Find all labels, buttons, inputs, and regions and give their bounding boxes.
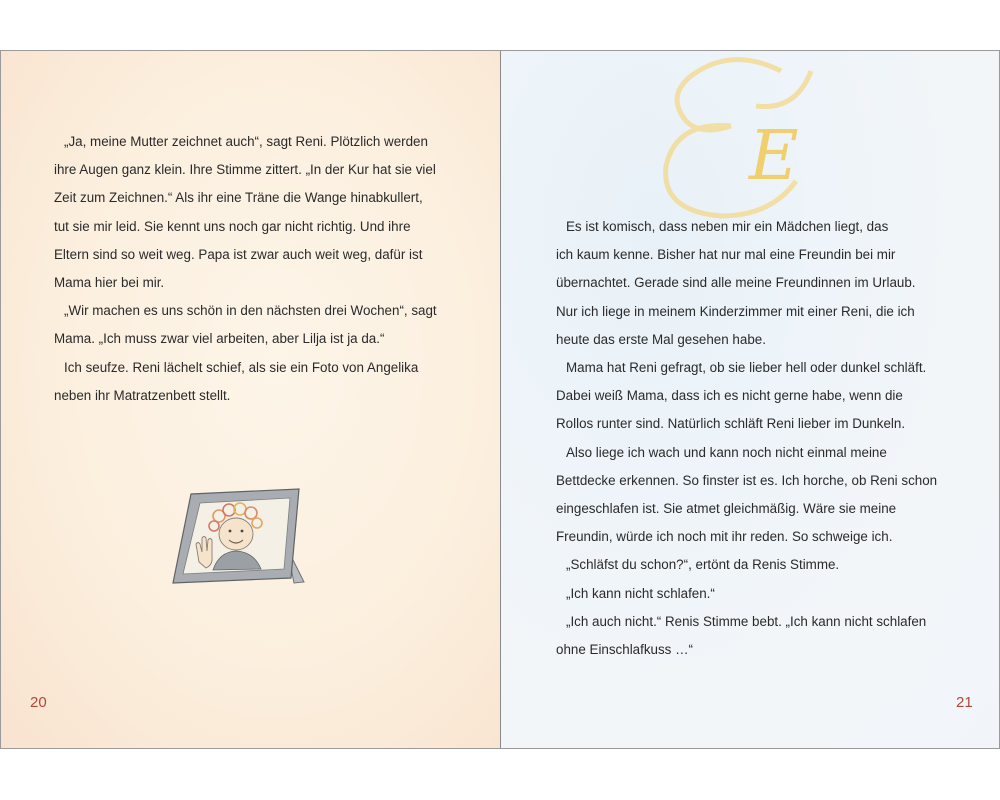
right-page	[500, 51, 1000, 748]
text-line: Mama hat Reni gefragt, ob sie lieber hell oder dunkel schläft.	[566, 360, 927, 376]
drop-cap-glyph: E	[749, 117, 799, 196]
text-line: „Ich kann nicht schlafen.“	[566, 585, 715, 601]
left-page	[0, 51, 500, 748]
text-line: Es ist komisch, dass neben mir ein Mädchen liegt, das	[566, 219, 889, 234]
text-line: Freundin, würde ich noch mit ihr reden. So schweige ich.	[556, 529, 893, 545]
text-line: „Schläfst du schon?“, ertönt da Renis Stimme.	[566, 557, 840, 573]
text-line: „Ja, meine Mutter zeichnet auch“, sagt Reni. Plötzlich werden	[64, 134, 428, 149]
left-page-text	[54, 128, 454, 410]
text-line: eingeschlafen ist. Sie atmet gleichmäßig. Wäre sie meine	[556, 501, 897, 517]
page-number: 21	[956, 694, 973, 711]
text-line: heute das erste Mal gesehen habe.	[556, 331, 766, 347]
text-line: übernachtet. Gerade sind alle meine Freundinnen im Urlaub.	[556, 275, 916, 291]
text-line: Rollos runter sind. Natürlich schläft Reni lieber im Dunkeln.	[556, 416, 906, 432]
text-line: Also liege ich wach und kann noch nicht einmal meine	[566, 444, 887, 460]
text-line: Ich seufze. Reni lächelt schief, als sie ein Foto von Angelika	[64, 359, 419, 375]
text-line: Mama hier bei mir.	[54, 275, 165, 291]
photo-frame-illustration	[169, 486, 314, 591]
text-line: Mama. „Ich muss zwar viel arbeiten, aber Lilja ist ja da.“	[54, 331, 385, 347]
text-line: neben ihr Matratzenbett stellt.	[54, 387, 231, 403]
book-spread	[0, 50, 1000, 749]
text-line: Dabei weiß Mama, dass ich es nicht gerne habe, wenn die	[556, 388, 903, 404]
text-line: Eltern sind so weit weg. Papa ist zwar auch weit weg, dafür ist	[54, 246, 423, 262]
page-number: 20	[30, 694, 47, 711]
text-line: Nur ich liege in meinem Kinderzimmer mit einer Reni, die ich	[556, 303, 915, 319]
text-line: ohne Einschlafkuss …“	[556, 642, 693, 658]
right-page-text	[556, 213, 956, 664]
text-line: ihre Augen ganz klein. Ihre Stimme zittert. „In der Kur hat sie viel	[54, 162, 436, 178]
text-line: „Wir machen es uns schön in den nächsten drei Wochen“, sagt	[64, 303, 437, 319]
text-line: ich kaum kenne. Bisher hat nur mal eine Freundin bei mir	[556, 247, 896, 263]
text-line: „Ich auch nicht.“ Renis Stimme bebt. „Ich kann nicht schlafen	[566, 613, 927, 629]
text-line: tut sie mir leid. Sie kennt uns noch gar nicht richtig. Und ihre	[54, 218, 411, 234]
text-line: Zeit zum Zeichnen.“ Als ihr eine Träne die Wange hinabkullert,	[54, 190, 423, 206]
text-line: Bettdecke erkennen. So finster ist es. Ich horche, ob Reni schon	[556, 472, 938, 488]
